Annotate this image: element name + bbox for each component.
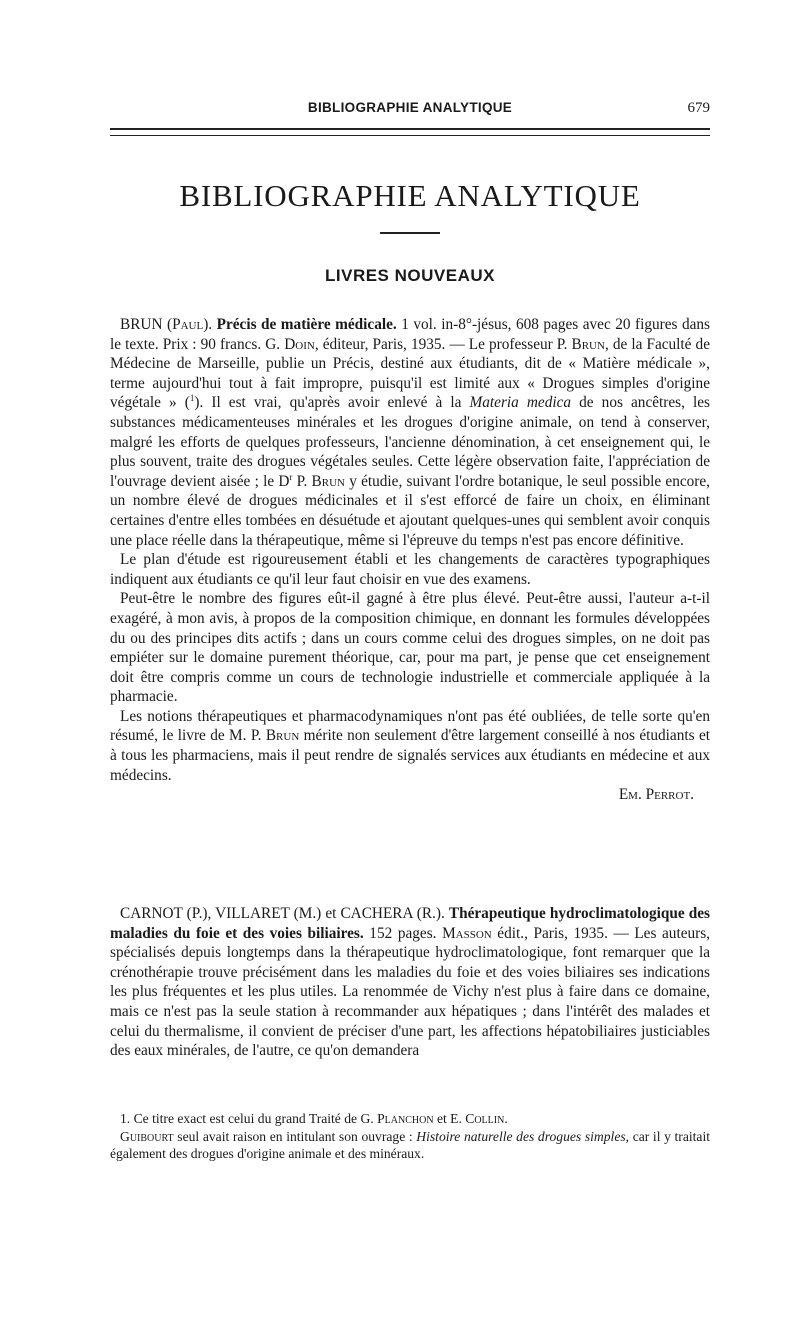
review-brun-authors-end: ). — [203, 316, 213, 333]
review-brun-book-title: Précis de matière médicale. — [216, 316, 397, 333]
publisher-masson: Masson — [442, 924, 492, 942]
header-double-rule — [110, 128, 710, 136]
text-run: seul avait raison en intitulant son ouvrage : — [173, 1128, 417, 1144]
text-run: . — [504, 1111, 508, 1126]
text-run: 1. Ce titre exact est celui du grand Traité de G. — [120, 1111, 378, 1126]
review-brun-paragraph-2: Le plan d'étude est rigoureusement établi et les changements de caractères typographiques indiquent aux étudiants ce qu'il leur faut choisir en vue des examens. — [110, 551, 710, 588]
text-run: 1 vol. in-8°-jésus, 608 pages avec 20 figures dans le texte. Prix : 90 francs. G. — [110, 316, 711, 353]
review-carnot-authors: CARNOT (P.), VILLARET (M.) et CACHERA (R.). — [120, 905, 445, 922]
footnote-1-continued — [110, 1128, 710, 1163]
running-head — [110, 100, 710, 120]
review-brun-paragraph-4 — [110, 707, 710, 785]
text-run: , car il y traitait également des drogues d'origine animale et des minéraux. — [110, 1128, 711, 1161]
text-run: ). Il est vrai, qu'après avoir enlevé à la — [194, 394, 470, 412]
page-number: 679 — [687, 100, 710, 116]
reviewer-signature: Em. Perrot. — [618, 786, 694, 804]
title-rule — [380, 232, 440, 234]
text-run: 152 pages. — [363, 924, 443, 942]
name-brun: Brun — [571, 335, 605, 353]
name-brun: Brun — [265, 727, 300, 745]
review-brun-authors: BRUN (P — [120, 316, 181, 333]
review-carnot-book-title: Thérapeutique hydroclimatologique des maladies du foie et des voies biliaires. — [110, 905, 711, 942]
footnote-ref: 1 — [189, 393, 195, 404]
footnotes — [110, 1110, 710, 1163]
dr-superscript: r — [289, 471, 293, 482]
text-run: , éditeur, Paris, 1935. — Le professeur P. — [314, 335, 572, 353]
review-brun-paragraph-1 — [110, 315, 710, 550]
running-title: BIBLIOGRAPHIE ANALYTIQUE — [307, 100, 513, 115]
materia-medica: Materia medica — [469, 394, 572, 412]
review-brun-paragraph-3: Peut-être le nombre des figures eût-il gagné à être plus élevé. Peut-être aussi, l'auteur a-t-il exagéré, à mon avis, à propos de la composition chimique, en donnant les formules développées du ou des principes dits actifs ; dans un cours comme celui des drogues simples, on ne doit pas empiéter sur le domaine purement théorique, car, pour ma part, je pense que cet enseignement doit être compris comme un cours de technologie industrielle et commerciale appliquée à la pharmacie. — [110, 590, 710, 706]
footnote-1 — [110, 1110, 710, 1128]
book-histoire-naturelle: Histoire naturelle des drogues simples — [416, 1128, 626, 1144]
review-carnot-paragraph-1 — [110, 904, 710, 1061]
publisher-doin: Doin — [284, 335, 315, 353]
name-collin: Collin — [465, 1111, 505, 1126]
subsection-title: LIVRES NOUVEAUX — [325, 266, 495, 285]
text-run: de nos ancêtres, les substances médicamenteuses minérales et les drogues d'origine animale, on tend à conserver, malgré les efforts de quelques professeurs, l'ancienne dénomination, à cet enseignement qui, le plus souvent, traite des drogues végétales seules. Cette légère observation faite, l'appréciation de l'ouvrage devient aisée ; le D — [110, 394, 711, 490]
text-run: édit., Paris, 1935. — Les auteurs, spécialisés depuis longtemps dans la thérapeutique hydroclimatologique, font remarquer que la crénothérapie trouve précisément dans les maladies du foie et des voies biliaires ses indications les plus fréquentes et les plus utiles. La renommée de Vichy n'est plus à faire dans ce domaine, mais ce n'est pas la seule station à recommander aux hépatiques ; dans l'intérêt des malades et celui du thermalisme, il convient de préciser d'une part, les affections hépatobiliaires justiciables des eaux minérales, de l'autre, ce qu'on demandera — [110, 924, 711, 1060]
text-run: et E. — [433, 1111, 466, 1126]
review-brun-author-firstname: aul — [180, 316, 204, 333]
review-carnot — [110, 904, 710, 1061]
name-guibourt: Guibourt — [120, 1128, 174, 1144]
text-run: P. — [292, 472, 312, 490]
name-brun: Brun — [311, 472, 345, 490]
text-run: Les notions thérapeutiques et pharmacodynamiques n'ont pas été oubliées, de telle sorte qu'en résumé, le livre de M. P. — [110, 707, 710, 745]
text-run: , de la Faculté de Médecine de Marseille, publie un Précis, destiné aux étudiants, dit de « Matière médicale », terme aujourd'hui tout à fait impropre, puisqu'il est limité aux « Drogues simples d'origine végétale » ( — [110, 335, 710, 412]
section-title: BIBLIOGRAPHIE ANALYTIQUE — [179, 178, 641, 213]
review-brun — [110, 315, 710, 805]
text-run: y étudie, suivant l'ordre botanique, le seul possible encore, un nombre élevé de drogues médicinales et il s'est efforcé de faire un choix, en éliminant certaines d'entre elles tombées en désuétude et ajoutant quelques-unes qui semblent avoir conquis une place réelle dans la thérapeutique, même si l'épreuve du temps n'est pas encore définitive. — [110, 472, 710, 549]
name-planchon: Planchon — [377, 1111, 434, 1126]
text-run: mérite non seulement d'être largement conseillé à nos étudiants et à tous les pharmaciens, mais il peut rendre de signalés services aux étudiants en médecine et aux médecins. — [110, 727, 710, 784]
